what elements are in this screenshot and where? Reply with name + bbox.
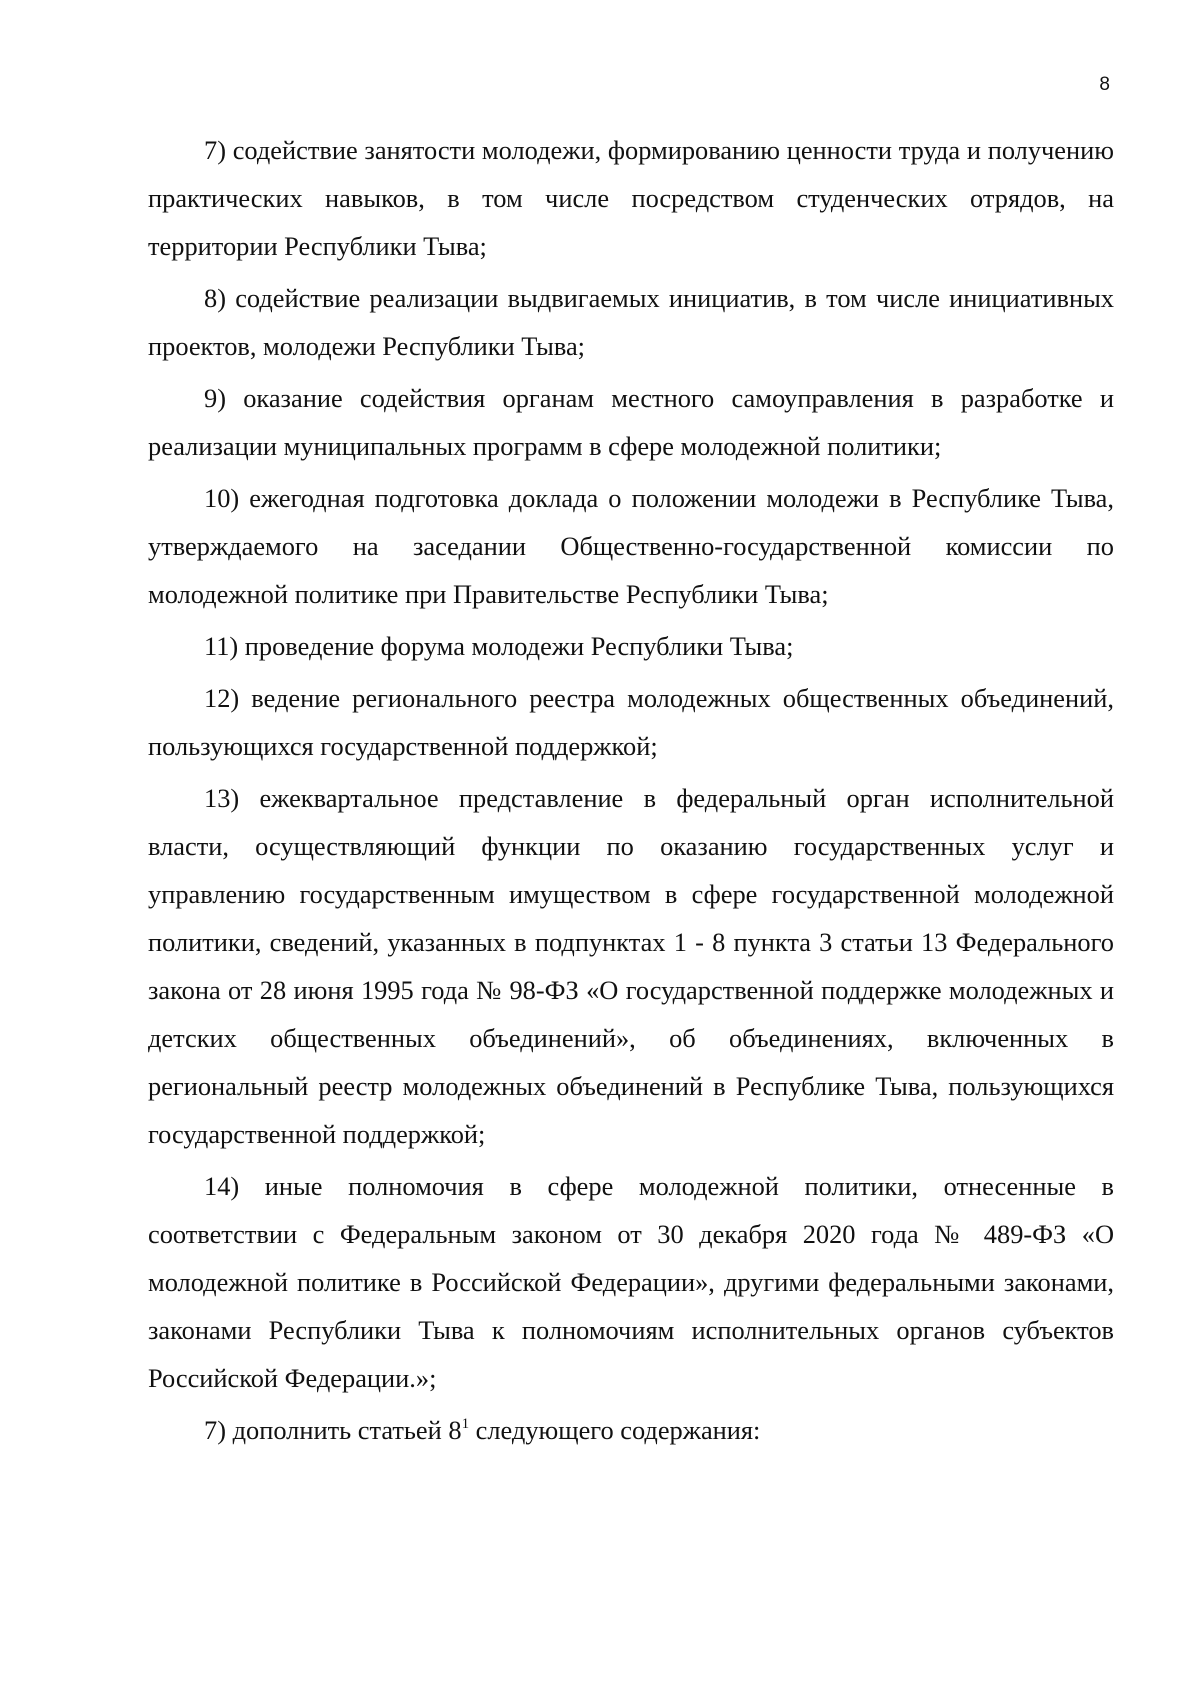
amendment-item-7 [148, 1406, 1114, 1454]
list-item-8: 8) содействие реализации выдвигаемых инициатив, в том числе инициативных проектов, молодежи Республики Тыва; [148, 283, 1114, 361]
list-item-10: 10) ежегодная подготовка доклада о положении молодежи в Республике Тыва, утверждаемого на заседании Общественно-государственной комиссии по молодежной политике при Правительстве Республики Тыва; [148, 483, 1114, 609]
list-item-9: 9) оказание содействия органам местного самоуправления в разработке и реализации муниципальных программ в сфере молодежной политики; [148, 383, 1114, 461]
list-item-11: 11) проведение форума молодежи Республики Тыва; [204, 631, 794, 661]
amendment-text-start: 7) дополнить статьей 8 [204, 1415, 462, 1445]
document-body [148, 126, 1114, 1454]
article-superscript: 1 [461, 1416, 470, 1432]
list-item-14: 14) иные полномочия в сфере молодежной политики, отнесенные в соответствии с Федеральным законом от 30 декабря 2020 года № 489-ФЗ «О молодежной политике в Российской Федерации», другими федеральными законами, законами Республики Тыва к полномочиям исполнительных органов субъектов Российской Федерации.»; [148, 1171, 1114, 1393]
list-item-7: 7) содействие занятости молодежи, формированию ценности труда и получению практических навыков, в том числе посредством студенческих отрядов, на территории Республики Тыва; [148, 135, 1114, 261]
list-item-12: 12) ведение регионального реестра молодежных общественных объединений, пользующихся государственной поддержкой; [148, 683, 1114, 761]
list-item-13: 13) ежеквартальное представление в федеральный орган исполнительной власти, осуществляющий функции по оказанию государственных услуг и управлению государственным имуществом в сфере государственной молодежной политики, сведений, указанных в подпунктах 1 - 8 пункта 3 статьи 13 Федерального закона от 28 июня 1995 года № 98-ФЗ «О государственной поддержке молодежных и детских общественных объединений», об объединениях, включенных в региональный реестр молодежных объединений в Республике Тыва, пользующихся государственной поддержкой; [148, 783, 1114, 1149]
page-number: 8 [1099, 74, 1110, 95]
amendment-text-end: следующего содержания: [469, 1415, 761, 1445]
